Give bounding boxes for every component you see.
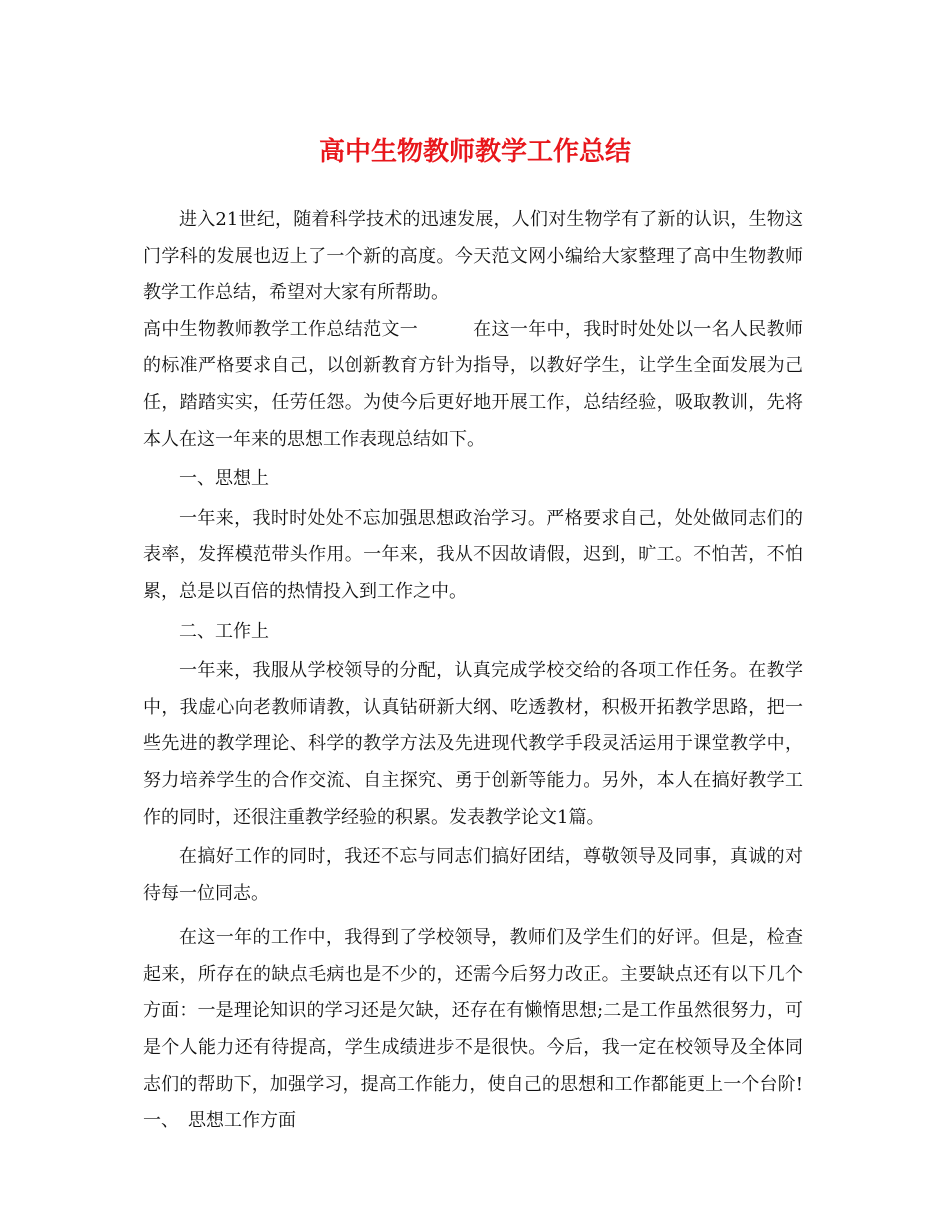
spacer: [143, 912, 803, 920]
section-heading-thought: 一、思想上: [179, 468, 269, 490]
unity-paragraph: 在搞好工作的同时，我还不忘与同志们搞好团结，尊敬领导及同事，真诚的对待每一位同志。: [143, 846, 803, 904]
thought-paragraph: 一年来，我时时处处不忘加强思想政治学习。严格要求自己，处处做同志们的表率，发挥模范带头作用。一年来，我从不因故请假，迟到，旷工。不怕苦，不怕累，总是以百倍的热情投入到工作之中。: [143, 507, 803, 602]
section-heading-work: 二、工作上: [179, 620, 269, 642]
review-paragraph: 在这一年的工作中，我得到了学校领导，教师们及学生们的好评。但是，检查起来，所存在的缺点毛病也是不少的，还需今后努力改正。主要缺点还有以下几个方面：一是理论知识的学习还是欠缺，还存在有懒惰思想;二是工作虽然很努力，可是个人能力还有待提高，学生成绩进步不是很快。今后，我一定在校领导及全体同志们的帮助下，加强学习，提高工作能力，使自己的思想和工作都能更上一个台阶!一、 思想工作方面: [143, 927, 803, 1132]
document-title: 高中生物教师教学工作总结: [318, 137, 631, 167]
work-paragraph: 一年来，我服从学校领导的分配，认真完成学校交给的各项工作任务。在教学中，我虚心向老教师请教，认真钻研新大纲、吃透教材，积极开拓教学思路，把一些先进的教学理论、科学的教学方法及先进现代教学手段灵活运用于课堂教学中，努力培养学生的合作交流、自主探究、勇于创新等能力。另外，本人在搞好教学工作的同时，还很注重教学经验的积累。发表教学论文1篇。: [143, 660, 803, 828]
intro-paragraph: 进入21世纪，随着科学技术的迅速发展，人们对生物学有了新的认识，生物这门学科的发展也迈上了一个新的高度。今天范文网小编给大家整理了高中生物教师教学工作总结，希望对大家有所帮助。: [143, 209, 803, 304]
document-body: [143, 202, 803, 1140]
sample-one-paragraph: 高中生物教师教学工作总结范文一 在这一年中，我时时处处以一名人民教师的标准严格要求自己，以创新教育方针为指导，以教好学生，让学生全面发展为己任，踏踏实实，任劳任怨。为使今后更好地开展工作，总结经验，吸取教训，先将本人在这一年来的思想工作表现总结如下。: [143, 318, 803, 450]
